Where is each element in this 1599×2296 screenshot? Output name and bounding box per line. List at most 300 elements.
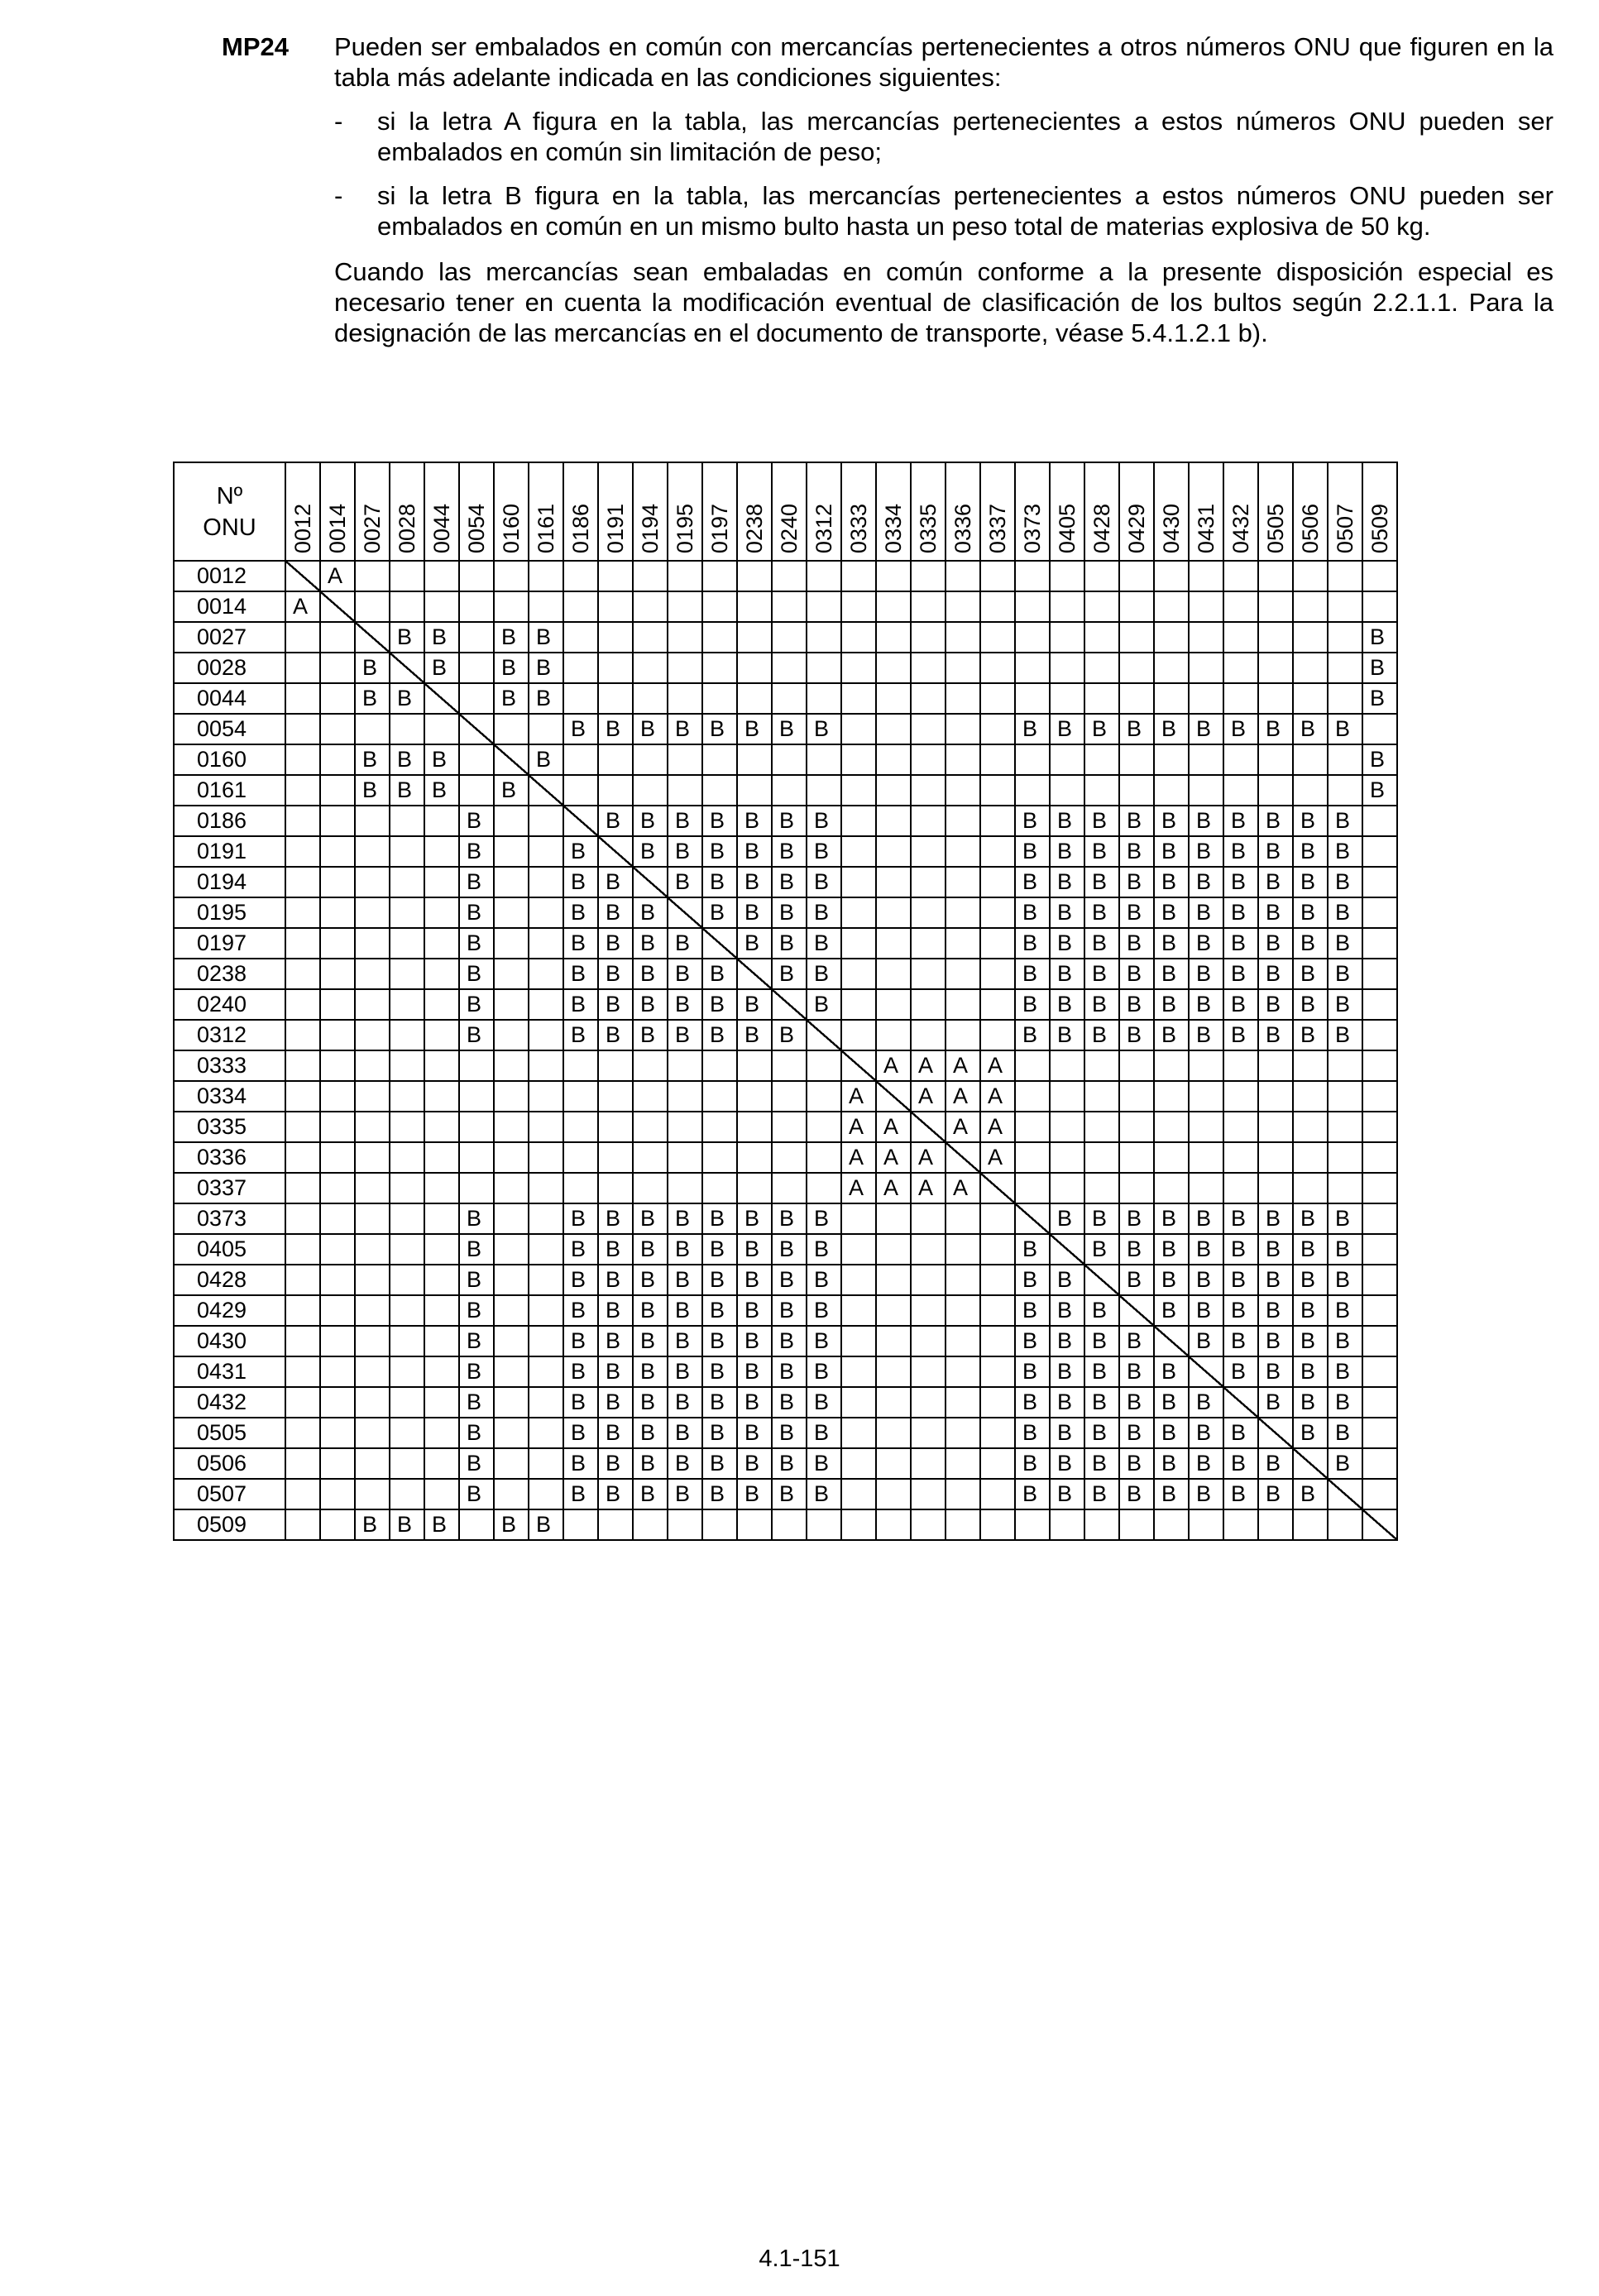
table-cell — [1189, 683, 1223, 714]
table-cell — [1050, 775, 1084, 806]
table-cell — [1154, 561, 1189, 591]
table-cell — [494, 928, 529, 959]
table-cell — [911, 897, 946, 928]
table-cell — [320, 1020, 355, 1050]
table-cell: B — [598, 959, 633, 989]
table-cell — [424, 959, 459, 989]
table-cell — [911, 1418, 946, 1448]
table-cell — [494, 836, 529, 867]
table-cell — [772, 622, 807, 653]
table-cell — [285, 836, 320, 867]
table-cell: B — [807, 1203, 841, 1234]
table-cell — [702, 744, 737, 775]
table-cell — [1189, 1112, 1223, 1142]
column-header-label: 0429 — [1124, 503, 1149, 553]
row-header: 0191 — [174, 836, 285, 867]
table-cell: B — [737, 1418, 772, 1448]
table-cell — [424, 1479, 459, 1509]
table-cell: B — [1258, 897, 1293, 928]
table-cell — [876, 959, 911, 989]
table-cell — [668, 683, 702, 714]
table-cell: B — [1050, 959, 1084, 989]
table-cell — [876, 867, 911, 897]
table-row — [174, 836, 1397, 867]
table-cell — [911, 1479, 946, 1509]
table-cell — [1223, 1081, 1258, 1112]
table-cell — [841, 1387, 876, 1418]
table-cell: B — [1050, 714, 1084, 744]
table-cell — [390, 897, 424, 928]
table-cell — [494, 1356, 529, 1387]
table-cell — [285, 1387, 320, 1418]
row-header: 0429 — [174, 1295, 285, 1326]
table-cell: B — [1258, 1356, 1293, 1387]
table-cell: B — [598, 1326, 633, 1356]
table-cell — [946, 1203, 980, 1234]
table-cell: B — [563, 1020, 598, 1050]
table-cell: B — [1258, 836, 1293, 867]
table-cell — [772, 1081, 807, 1112]
table-cell — [1015, 653, 1050, 683]
table-cell — [285, 1203, 320, 1234]
table-row — [174, 1020, 1397, 1050]
table-cell — [563, 683, 598, 714]
table-cell — [633, 1050, 668, 1081]
table-cell: B — [702, 867, 737, 897]
table-cell: B — [668, 1265, 702, 1295]
table-cell — [320, 1112, 355, 1142]
table-cell — [1223, 1050, 1258, 1081]
table-cell: B — [737, 1326, 772, 1356]
table-cell — [1223, 1112, 1258, 1142]
table-cell — [285, 1081, 320, 1112]
table-cell: B — [459, 1356, 494, 1387]
table-cell: B — [702, 1234, 737, 1265]
table-cell: B — [1258, 1203, 1293, 1234]
table-cell — [876, 1265, 911, 1295]
table-cell — [1362, 989, 1397, 1020]
table-cell: B — [1223, 1265, 1258, 1295]
table-cell — [1258, 622, 1293, 653]
diagonal-cell — [737, 959, 772, 989]
diagonal-cell — [1258, 1418, 1293, 1448]
table-cell: B — [1015, 1265, 1050, 1295]
table-cell — [1084, 1173, 1119, 1203]
table-cell — [946, 959, 980, 989]
table-cell: B — [1189, 1265, 1223, 1295]
table-cell — [668, 1509, 702, 1540]
table-cell: B — [529, 622, 563, 653]
table-cell: B — [1258, 1234, 1293, 1265]
table-cell: B — [1154, 867, 1189, 897]
table-cell — [320, 775, 355, 806]
table-cell: B — [1328, 1020, 1362, 1050]
table-cell — [529, 591, 563, 622]
table-cell — [1328, 744, 1362, 775]
table-cell — [320, 1050, 355, 1081]
table-cell: B — [1015, 1356, 1050, 1387]
diagonal-cell — [702, 928, 737, 959]
table-cell — [598, 1509, 633, 1540]
table-cell — [598, 1050, 633, 1081]
column-header-label: 0505 — [1263, 503, 1288, 553]
table-cell — [459, 622, 494, 653]
provision-intro: Pueden ser embalados en común con mercancías pertenecientes a otros números ONU que figuren en la tabla más adelante indicada en las condiciones siguientes: — [334, 32, 1554, 92]
table-cell — [1119, 591, 1154, 622]
table-cell: B — [633, 1448, 668, 1479]
table-cell — [911, 959, 946, 989]
table-cell — [355, 806, 390, 836]
table-cell — [737, 1173, 772, 1203]
table-cell: B — [1258, 959, 1293, 989]
column-header-label: 0507 — [1333, 503, 1357, 553]
table-cell — [946, 1479, 980, 1509]
table-cell — [1084, 561, 1119, 591]
table-cell: B — [1223, 1295, 1258, 1326]
table-row — [174, 1418, 1397, 1448]
table-cell: B — [598, 1356, 633, 1387]
table-cell: B — [1223, 897, 1258, 928]
table-cell — [946, 1234, 980, 1265]
table-cell: B — [1154, 959, 1189, 989]
table-cell — [1223, 591, 1258, 622]
diagonal-cell — [876, 1081, 911, 1112]
table-cell — [1328, 1050, 1362, 1081]
table-cell: B — [633, 1295, 668, 1326]
table-cell — [1362, 1203, 1397, 1234]
table-cell — [1258, 1142, 1293, 1173]
table-cell: B — [807, 1387, 841, 1418]
table-cell: B — [1223, 1020, 1258, 1050]
table-cell — [1293, 775, 1328, 806]
table-cell: B — [459, 836, 494, 867]
table-cell — [494, 1112, 529, 1142]
table-cell — [946, 1265, 980, 1295]
table-cell: B — [529, 744, 563, 775]
table-cell: B — [1084, 1020, 1119, 1050]
table-cell: B — [702, 1418, 737, 1448]
table-cell — [285, 775, 320, 806]
table-cell — [1258, 1112, 1293, 1142]
table-cell: B — [1328, 1418, 1362, 1448]
table-cell — [1223, 744, 1258, 775]
table-cell — [1328, 591, 1362, 622]
column-header — [1015, 462, 1050, 561]
table-cell — [1328, 1142, 1362, 1173]
table-cell — [911, 867, 946, 897]
table-cell — [1293, 1142, 1328, 1173]
table-cell: B — [1189, 897, 1223, 928]
table-cell — [841, 1509, 876, 1540]
table-cell: B — [1154, 928, 1189, 959]
table-cell: B — [633, 1356, 668, 1387]
table-row — [174, 806, 1397, 836]
table-cell — [702, 775, 737, 806]
table-cell — [1362, 897, 1397, 928]
table-cell — [529, 1081, 563, 1112]
table-cell — [911, 775, 946, 806]
table-cell — [876, 1326, 911, 1356]
table-cell — [737, 622, 772, 653]
table-cell — [320, 1479, 355, 1509]
table-cell: B — [1119, 867, 1154, 897]
table-cell — [841, 989, 876, 1020]
table-cell — [876, 1479, 911, 1509]
table-cell — [807, 561, 841, 591]
table-cell: B — [1223, 1479, 1258, 1509]
table-cell — [841, 836, 876, 867]
table-cell — [494, 1173, 529, 1203]
table-cell — [1258, 744, 1293, 775]
table-cell — [841, 744, 876, 775]
table-cell — [494, 1295, 529, 1326]
table-cell — [1084, 1509, 1119, 1540]
table-cell — [285, 1050, 320, 1081]
table-cell: B — [1154, 1448, 1189, 1479]
table-cell: A — [911, 1050, 946, 1081]
table-cell — [1050, 744, 1084, 775]
table-row — [174, 622, 1397, 653]
table-cell — [946, 867, 980, 897]
table-cell — [633, 1173, 668, 1203]
table-cell — [911, 989, 946, 1020]
table-cell: B — [1084, 836, 1119, 867]
table-cell: B — [563, 1234, 598, 1265]
table-cell: B — [1084, 1203, 1119, 1234]
table-cell — [841, 683, 876, 714]
column-header — [563, 462, 598, 561]
column-header — [668, 462, 702, 561]
table-cell — [355, 867, 390, 897]
table-cell — [1223, 622, 1258, 653]
table-cell: B — [1015, 1020, 1050, 1050]
table-cell — [1362, 1081, 1397, 1112]
table-cell — [946, 989, 980, 1020]
table-cell — [285, 1326, 320, 1356]
table-cell — [841, 1448, 876, 1479]
table-cell — [772, 683, 807, 714]
table-cell: B — [1154, 1356, 1189, 1387]
table-cell — [1154, 1142, 1189, 1173]
table-cell: B — [459, 1295, 494, 1326]
table-cell — [494, 1265, 529, 1295]
table-cell — [946, 897, 980, 928]
column-header — [320, 462, 355, 561]
table-cell — [772, 561, 807, 591]
table-cell — [563, 775, 598, 806]
table-cell: B — [459, 1479, 494, 1509]
table-cell — [841, 1356, 876, 1387]
table-cell — [1015, 1142, 1050, 1173]
table-cell — [633, 561, 668, 591]
table-cell: B — [807, 1326, 841, 1356]
column-header — [1084, 462, 1119, 561]
table-cell — [668, 1142, 702, 1173]
table-cell — [424, 1173, 459, 1203]
column-header-label: 0012 — [290, 503, 315, 553]
table-cell — [1362, 1265, 1397, 1295]
table-cell: B — [668, 714, 702, 744]
table-cell — [980, 1479, 1015, 1509]
table-cell: B — [494, 683, 529, 714]
table-cell — [702, 591, 737, 622]
table-cell: B — [1050, 867, 1084, 897]
table-cell — [772, 653, 807, 683]
table-cell — [633, 775, 668, 806]
table-cell: B — [772, 1020, 807, 1050]
table-cell: B — [633, 1418, 668, 1448]
table-cell — [668, 561, 702, 591]
table-cell — [841, 561, 876, 591]
table-cell — [841, 775, 876, 806]
table-cell: B — [1189, 1418, 1223, 1448]
table-cell — [1119, 1142, 1154, 1173]
table-cell: B — [459, 928, 494, 959]
table-cell — [841, 1418, 876, 1448]
table-cell: B — [563, 1479, 598, 1509]
table-cell — [1015, 591, 1050, 622]
table-cell: B — [1154, 1203, 1189, 1234]
table-row — [174, 561, 1397, 591]
table-row — [174, 1509, 1397, 1540]
table-cell — [1223, 1509, 1258, 1540]
table-cell — [946, 1020, 980, 1050]
table-cell: B — [772, 1479, 807, 1509]
table-cell: B — [1258, 867, 1293, 897]
table-cell: B — [1119, 806, 1154, 836]
table-cell — [980, 653, 1015, 683]
table-cell: B — [1328, 714, 1362, 744]
table-cell: B — [1223, 806, 1258, 836]
column-header — [529, 462, 563, 561]
table-cell — [1119, 1081, 1154, 1112]
table-cell: B — [355, 775, 390, 806]
table-cell: B — [807, 989, 841, 1020]
table-cell: A — [841, 1112, 876, 1142]
table-cell — [980, 683, 1015, 714]
table-row — [174, 653, 1397, 683]
column-header — [424, 462, 459, 561]
table-cell — [807, 1081, 841, 1112]
table-cell: B — [633, 1203, 668, 1234]
table-cell — [807, 622, 841, 653]
table-cell: B — [598, 1265, 633, 1295]
table-row — [174, 1448, 1397, 1479]
column-header-label: 0028 — [395, 503, 419, 553]
table-cell — [1050, 1050, 1084, 1081]
table-cell — [598, 744, 633, 775]
table-cell: B — [668, 1295, 702, 1326]
table-cell: B — [1154, 714, 1189, 744]
table-cell: B — [424, 775, 459, 806]
table-cell: B — [1189, 959, 1223, 989]
table-cell — [598, 622, 633, 653]
table-cell — [876, 836, 911, 867]
table-cell — [1362, 1020, 1397, 1050]
diagonal-cell — [1189, 1356, 1223, 1387]
table-cell — [529, 1020, 563, 1050]
table-cell: B — [1293, 1387, 1328, 1418]
table-cell — [1328, 1509, 1362, 1540]
table-cell: B — [1189, 1234, 1223, 1265]
table-cell: B — [1223, 714, 1258, 744]
row-header: 0505 — [174, 1418, 285, 1448]
table-cell — [772, 775, 807, 806]
table-cell — [355, 1050, 390, 1081]
table-cell: B — [737, 1479, 772, 1509]
table-cell: B — [563, 1387, 598, 1418]
table-cell — [529, 1265, 563, 1295]
table-cell — [1362, 1356, 1397, 1387]
table-cell: B — [737, 1295, 772, 1326]
table-cell — [529, 1479, 563, 1509]
table-cell: B — [668, 1448, 702, 1479]
table-cell: B — [702, 714, 737, 744]
table-cell — [390, 1050, 424, 1081]
table-cell — [876, 744, 911, 775]
table-cell: B — [390, 775, 424, 806]
table-cell — [285, 867, 320, 897]
table-cell — [355, 1203, 390, 1234]
table-cell: B — [1293, 714, 1328, 744]
column-header-label: 0333 — [846, 503, 871, 553]
table-cell — [1189, 591, 1223, 622]
table-cell — [285, 744, 320, 775]
compatibility-table — [173, 462, 1398, 1541]
column-header-label: 0197 — [707, 503, 732, 553]
table-cell — [285, 1142, 320, 1173]
row-header: 0333 — [174, 1050, 285, 1081]
row-header: 0337 — [174, 1173, 285, 1203]
diagonal-cell — [668, 897, 702, 928]
table-cell — [1050, 622, 1084, 653]
diagonal-cell — [946, 1142, 980, 1173]
table-cell — [1084, 1142, 1119, 1173]
table-cell: B — [1293, 836, 1328, 867]
table-cell: B — [1328, 1265, 1362, 1295]
table-cell: B — [1015, 928, 1050, 959]
column-header — [841, 462, 876, 561]
diagonal-cell — [355, 622, 390, 653]
table-cell: B — [1189, 1020, 1223, 1050]
table-cell — [980, 622, 1015, 653]
table-cell — [529, 1326, 563, 1356]
table-cell: B — [1223, 989, 1258, 1020]
table-cell: A — [946, 1050, 980, 1081]
table-cell: B — [1328, 867, 1362, 897]
table-cell: B — [668, 867, 702, 897]
table-cell: B — [1084, 989, 1119, 1020]
table-cell — [633, 591, 668, 622]
table-cell — [807, 775, 841, 806]
table-cell — [841, 806, 876, 836]
table-cell — [1328, 775, 1362, 806]
table-cell: B — [563, 989, 598, 1020]
table-cell: B — [1293, 1356, 1328, 1387]
table-cell: B — [772, 1326, 807, 1356]
table-cell — [285, 1509, 320, 1540]
table-cell — [529, 561, 563, 591]
table-cell — [390, 1479, 424, 1509]
table-cell — [737, 653, 772, 683]
table-cell — [980, 1203, 1015, 1234]
table-cell: B — [633, 1479, 668, 1509]
table-cell — [285, 622, 320, 653]
table-cell: B — [355, 653, 390, 683]
table-cell: B — [1328, 897, 1362, 928]
table-cell — [424, 806, 459, 836]
table-cell — [563, 1112, 598, 1142]
